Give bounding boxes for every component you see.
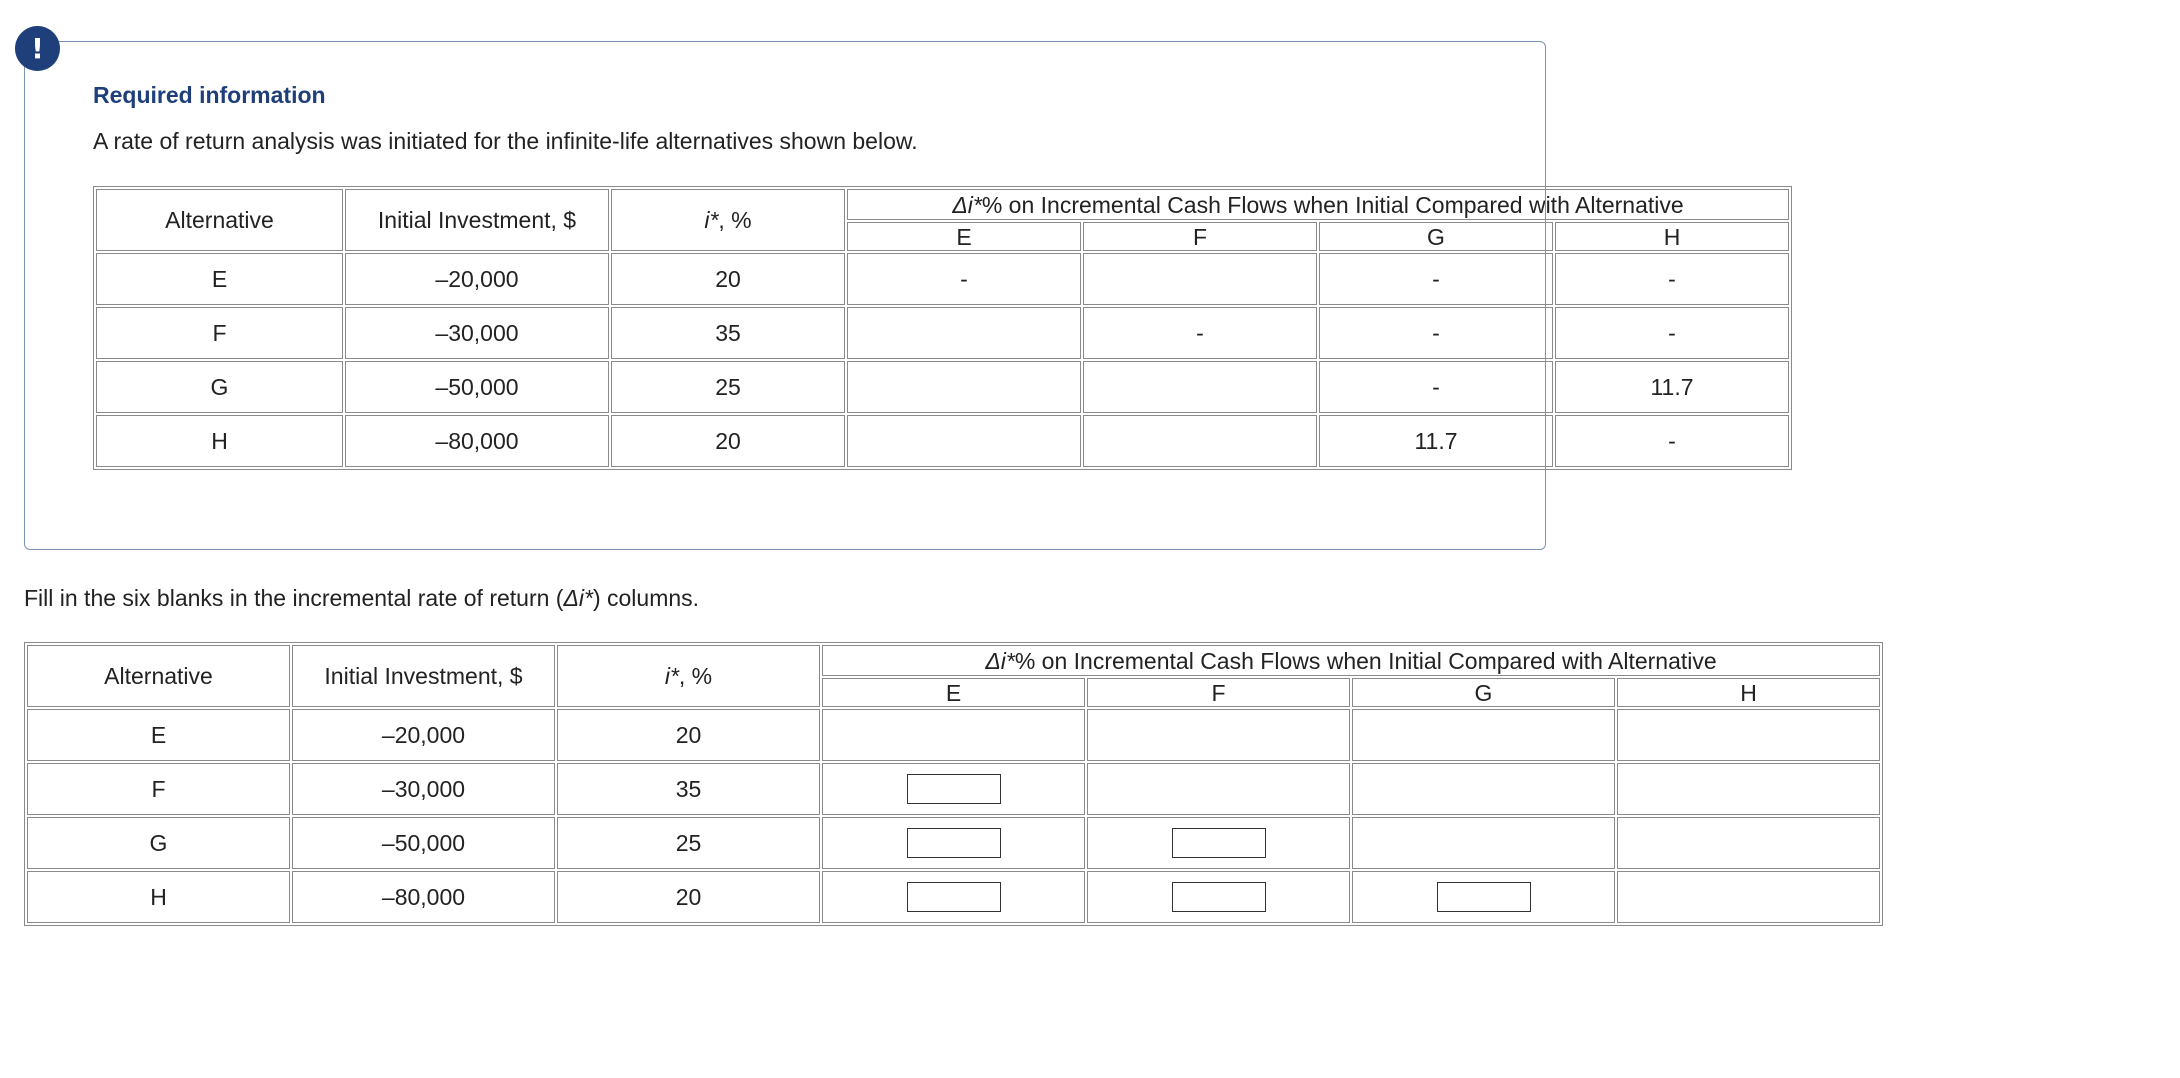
cell-vs-g: -: [1319, 361, 1553, 413]
ror-symbol: i*: [704, 206, 719, 233]
header-compare-f: F: [1087, 678, 1350, 707]
answer-input-h-vs-g[interactable]: [1437, 882, 1531, 912]
cell-alternative: F: [96, 307, 343, 359]
cell-alternative: E: [96, 253, 343, 305]
cell-alternative: E: [27, 709, 290, 761]
cell-vs-f: [1083, 415, 1317, 467]
cell-ror: 35: [557, 763, 820, 815]
cell-investment: –50,000: [292, 817, 555, 869]
cell-vs-h: [1617, 817, 1880, 869]
cell-vs-h: [1617, 763, 1880, 815]
prompt-after: ) columns.: [592, 585, 700, 611]
answer-input-h-vs-e[interactable]: [907, 882, 1001, 912]
cell-ror: 25: [557, 817, 820, 869]
header-compare-f: F: [1083, 222, 1317, 251]
header-ror: [557, 645, 820, 707]
cell-ror: 20: [611, 253, 845, 305]
question-prompt: [24, 585, 699, 612]
cell-investment: –20,000: [345, 253, 609, 305]
cell-vs-g: 11.7: [1319, 415, 1553, 467]
table-row: [96, 361, 1789, 413]
cell-vs-h: -: [1555, 415, 1789, 467]
header-compare-e: E: [847, 222, 1081, 251]
cell-alternative: G: [27, 817, 290, 869]
cell-vs-h: [1617, 871, 1880, 923]
answer-input-f-vs-e[interactable]: [907, 774, 1001, 804]
cell-vs-e: [822, 763, 1085, 815]
header-initial-investment: Initial Investment, $: [292, 645, 555, 707]
header-compare-e: E: [822, 678, 1085, 707]
cell-vs-e: -: [847, 253, 1081, 305]
cell-investment: –20,000: [292, 709, 555, 761]
header-compare-g: G: [1352, 678, 1615, 707]
cell-investment: –80,000: [345, 415, 609, 467]
cell-vs-h: -: [1555, 253, 1789, 305]
cell-alternative: F: [27, 763, 290, 815]
table-row: [96, 415, 1789, 467]
header-compare-h: H: [1555, 222, 1789, 251]
incremental-text: % on Incremental Cash Flows when Initial Compared with Alternative: [981, 191, 1684, 218]
delta-symbol: Δi*: [952, 191, 982, 218]
delta-symbol: Δi*: [985, 647, 1015, 674]
cell-investment: –80,000: [292, 871, 555, 923]
cell-vs-h: [1617, 709, 1880, 761]
ror-suffix: , %: [678, 662, 713, 689]
cell-ror: 20: [557, 871, 820, 923]
ror-symbol: i*: [664, 662, 679, 689]
answer-input-g-vs-f[interactable]: [1172, 828, 1266, 858]
required-info-text: A rate of return analysis was initiated for the infinite-life alternatives shown below.: [93, 128, 918, 154]
cell-vs-e: [822, 871, 1085, 923]
cell-vs-e: [847, 361, 1081, 413]
cell-vs-e: [847, 415, 1081, 467]
cell-vs-g: [1352, 817, 1615, 869]
cell-vs-f: [1087, 871, 1350, 923]
cell-vs-h: 11.7: [1555, 361, 1789, 413]
cell-alternative: G: [96, 361, 343, 413]
header-initial-investment: Initial Investment, $: [345, 189, 609, 251]
cell-ror: 35: [611, 307, 845, 359]
header-ror: [611, 189, 845, 251]
cell-vs-g: -: [1319, 307, 1553, 359]
table-row: [96, 253, 1789, 305]
cell-investment: –30,000: [292, 763, 555, 815]
table-row: [27, 817, 1880, 869]
required-info-icon: !: [15, 26, 60, 71]
cell-alternative: H: [96, 415, 343, 467]
cell-vs-f: [1083, 361, 1317, 413]
answer-input-g-vs-e[interactable]: [907, 828, 1001, 858]
required-info-title: Required information: [93, 82, 326, 108]
prompt-before: Fill in the six blanks in the incremental rate of return (: [24, 585, 564, 611]
header-incremental: [847, 189, 1789, 220]
answer-input-h-vs-f[interactable]: [1172, 882, 1266, 912]
cell-vs-g: [1352, 709, 1615, 761]
cell-vs-e: [847, 307, 1081, 359]
header-compare-g: G: [1319, 222, 1553, 251]
cell-vs-g: [1352, 871, 1615, 923]
table-row: [27, 763, 1880, 815]
table-row: [27, 709, 1880, 761]
cell-alternative: H: [27, 871, 290, 923]
cell-vs-h: -: [1555, 307, 1789, 359]
header-compare-h: H: [1617, 678, 1880, 707]
incremental-text: % on Incremental Cash Flows when Initial Compared with Alternative: [1014, 647, 1717, 674]
cell-investment: –30,000: [345, 307, 609, 359]
info-table: [93, 186, 1792, 470]
answer-table: [24, 642, 1883, 926]
header-alternative: Alternative: [27, 645, 290, 707]
table-row: [27, 871, 1880, 923]
cell-vs-e: [822, 709, 1085, 761]
cell-vs-f: [1087, 763, 1350, 815]
cell-ror: 25: [611, 361, 845, 413]
prompt-delta-symbol: Δi*: [563, 585, 593, 611]
cell-vs-f: [1083, 253, 1317, 305]
cell-vs-f: [1087, 817, 1350, 869]
cell-vs-e: [822, 817, 1085, 869]
cell-investment: –50,000: [345, 361, 609, 413]
header-alternative: Alternative: [96, 189, 343, 251]
cell-vs-g: -: [1319, 253, 1553, 305]
table-row: [96, 307, 1789, 359]
cell-vs-f: [1087, 709, 1350, 761]
cell-ror: 20: [557, 709, 820, 761]
cell-vs-g: [1352, 763, 1615, 815]
header-incremental: [822, 645, 1880, 676]
cell-vs-f: -: [1083, 307, 1317, 359]
ror-suffix: , %: [718, 206, 752, 233]
cell-ror: 20: [611, 415, 845, 467]
